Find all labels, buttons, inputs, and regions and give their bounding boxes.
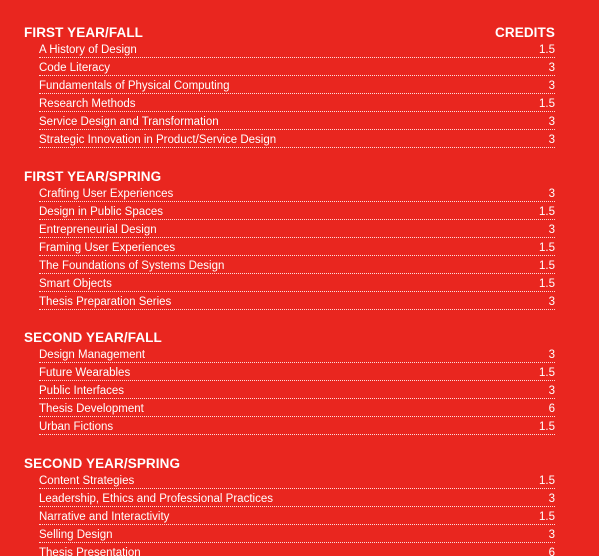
course-name: Thesis Presentation (39, 547, 141, 556)
course-credits: 1.5 (539, 260, 555, 272)
section-second-year-fall (24, 323, 555, 435)
course-credits: 3 (548, 224, 555, 236)
section-second-year-spring (24, 449, 555, 556)
course-row (39, 274, 555, 292)
course-credits: 6 (548, 547, 555, 556)
course-name: Thesis Development (39, 403, 144, 415)
course-row (39, 543, 555, 556)
course-credits: 1.5 (539, 278, 555, 290)
course-row (39, 40, 555, 58)
credits-column-header: CREDITS (495, 25, 555, 40)
course-name: Strategic Innovation in Product/Service Design (39, 134, 277, 146)
course-credits: 1.5 (539, 242, 555, 254)
section-header (24, 162, 555, 184)
course-name: Design Management (39, 349, 146, 361)
course-row (39, 184, 555, 202)
section-header (24, 18, 555, 40)
course-credits: 1.5 (539, 98, 555, 110)
course-name: Leadership, Ethics and Professional Practices (39, 493, 273, 505)
course-name: Crafting User Experiences (39, 188, 174, 200)
course-name: Public Interfaces (39, 385, 125, 397)
course-row (39, 58, 555, 76)
course-credits: 3 (548, 349, 555, 361)
course-name: Code Literacy (39, 62, 110, 74)
course-credits: 3 (548, 493, 555, 505)
course-name: Entrepreneurial Design (39, 224, 157, 236)
course-credits: 1.5 (539, 367, 555, 379)
course-name: Urban Fictions (39, 421, 114, 433)
course-row (39, 417, 555, 435)
section-title: SECOND YEAR/FALL (24, 330, 162, 345)
course-row (39, 525, 555, 543)
course-row (39, 381, 555, 399)
course-name: Fundamentals of Physical Computing (39, 80, 230, 92)
course-row (39, 471, 555, 489)
course-row (39, 363, 555, 381)
course-credits: 1.5 (539, 421, 555, 433)
course-credits: 1.5 (539, 44, 555, 56)
course-credits: 6 (548, 403, 555, 415)
section-first-year-fall (24, 18, 555, 148)
section-first-year-spring (24, 162, 555, 310)
course-credits: 3 (548, 62, 555, 74)
course-credits: 3 (548, 116, 555, 128)
course-name: Design in Public Spaces (39, 206, 164, 218)
section-title: SECOND YEAR/SPRING (24, 456, 181, 471)
course-row (39, 489, 555, 507)
course-credits: 3 (548, 134, 555, 146)
course-row (39, 202, 555, 220)
course-row (39, 507, 555, 525)
course-credits: 3 (548, 188, 555, 200)
course-row (39, 345, 555, 363)
course-row (39, 292, 555, 310)
course-credits: 3 (548, 529, 555, 541)
section-header (24, 323, 555, 345)
course-credits: 1.5 (539, 475, 555, 487)
section-title: FIRST YEAR/SPRING (24, 169, 162, 184)
course-row (39, 130, 555, 148)
course-credits: 3 (548, 80, 555, 92)
course-row (39, 94, 555, 112)
course-row (39, 256, 555, 274)
course-row (39, 220, 555, 238)
course-credits: 1.5 (539, 206, 555, 218)
course-name: Research Methods (39, 98, 136, 110)
course-name: Narrative and Interactivity (39, 511, 170, 523)
course-name: Thesis Preparation Series (39, 296, 172, 308)
course-name: The Foundations of Systems Design (39, 260, 225, 272)
course-name: Selling Design (39, 529, 113, 541)
course-row (39, 76, 555, 94)
section-header (24, 449, 555, 471)
course-name: A History of Design (39, 44, 137, 56)
course-name: Service Design and Transformation (39, 116, 219, 128)
section-title: FIRST YEAR/FALL (24, 25, 144, 40)
course-name: Framing User Experiences (39, 242, 176, 254)
course-row (39, 112, 555, 130)
course-name: Content Strategies (39, 475, 135, 487)
course-credits: 3 (548, 385, 555, 397)
course-credits: 1.5 (539, 511, 555, 523)
course-credits: 3 (548, 296, 555, 308)
course-name: Smart Objects (39, 278, 112, 290)
course-name: Future Wearables (39, 367, 131, 379)
course-row (39, 399, 555, 417)
course-row (39, 238, 555, 256)
